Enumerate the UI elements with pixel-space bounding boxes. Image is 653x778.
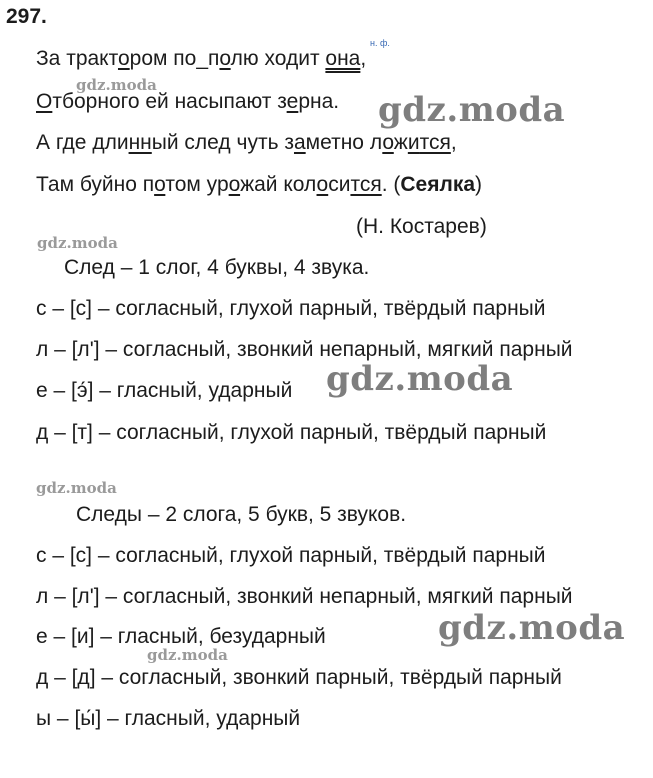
poem-line-1: За трактором по_полю ходит она, <box>36 47 367 70</box>
watermark-big: gdz.moda <box>326 359 514 399</box>
watermark-small: gdz.moda <box>147 646 228 664</box>
watermark-small: gdz.moda <box>76 76 157 94</box>
analysis2-row-1: с – [с] – согласный, глухой парный, твёрдый парный <box>36 544 546 567</box>
analysis1-row-3: е – [э́] – гласный, ударный <box>36 379 293 402</box>
analysis2-row-5: ы – [ы́] – гласный, ударный <box>36 707 301 730</box>
poem-line-2: Отборного ей насыпают зерна. <box>36 90 340 113</box>
watermark-small: gdz.moda <box>36 479 117 497</box>
watermark-small: gdz.moda <box>37 234 118 252</box>
poem-line-3: А где длинный след чуть заметно ложится, <box>36 131 457 154</box>
watermark-big: gdz.moda <box>438 608 626 648</box>
analysis2-row-2: л – [л'] – согласный, звонкий непарный, мягкий парный <box>36 585 573 608</box>
analysis2-row-4: д – [д] – согласный, звонкий парный, твёрдый парный <box>36 666 562 689</box>
poem-line-4: Там буйно потом урожай колосится. (Сеялка) <box>36 173 483 196</box>
part-of-speech-note: н. ф. <box>370 38 390 48</box>
analysis2-row-3: е – [и] – гласный, безударный <box>36 625 326 648</box>
watermark-big: gdz.moda <box>378 90 566 130</box>
analysis1-row-2: л – [л'] – согласный, звонкий непарный, мягкий парный <box>36 338 573 361</box>
analysis1-row-1: с – [с] – согласный, глухой парный, твёрдый парный <box>36 297 546 320</box>
analysis1-row-4: д – [т] – согласный, глухой парный, твёрдый парный <box>36 421 547 444</box>
task-number: 297. <box>6 5 47 28</box>
analysis2-title: Следы – 2 слога, 5 букв, 5 звуков. <box>76 503 407 526</box>
analysis1-title: След – 1 слог, 4 буквы, 4 звука. <box>64 256 370 279</box>
poem-author: (Н. Костарев) <box>356 215 487 238</box>
